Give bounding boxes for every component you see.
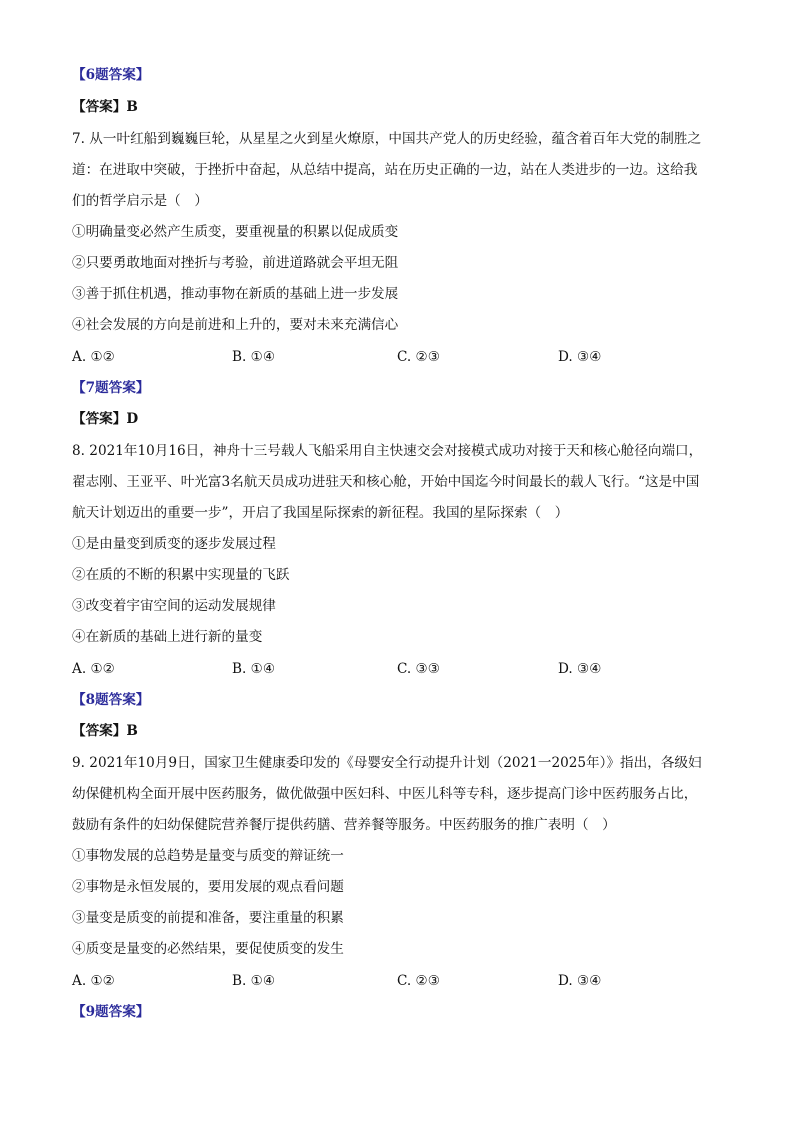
question-9-line-3: 鼓励有条件的妇幼保健院营养餐厅提供药膳、营养餐等服务。中医药服务的推广表明（ ） <box>72 817 616 833</box>
option-d: D. ③④ <box>558 349 602 365</box>
option-c: C. ②③ <box>397 973 440 989</box>
answer-6: 【答案】B <box>72 99 138 115</box>
question-8-statement-4: ④在新质的基础上进行新的量变 <box>72 629 263 645</box>
question-7-options <box>72 348 732 366</box>
question-8-statement-3: ③改变着宇宙空间的运动发展规律 <box>72 598 276 614</box>
answer-heading-9: 【9题答案】 <box>72 1004 150 1020</box>
question-7-statement-2: ②只要勇敢地面对挫折与考验，前进道路就会平坦无阻 <box>72 255 399 271</box>
option-b: B. ①④ <box>232 973 276 989</box>
option-b: B. ①④ <box>232 349 276 365</box>
answer-heading-7: 【7题答案】 <box>72 380 150 396</box>
question-9-statement-2: ②事物是永恒发展的，要用发展的观点看问题 <box>72 879 344 895</box>
answer-heading-6: 【6题答案】 <box>72 67 150 83</box>
question-7-statement-1: ①明确量变必然产生质变，要重视量的积累以促成质变 <box>72 224 399 240</box>
question-9-statement-3: ③量变是质变的前提和准备，要注重量的积累 <box>72 910 344 926</box>
answer-7: 【答案】D <box>72 411 139 427</box>
question-7-statement-4: ④社会发展的方向是前进和上升的，要对未来充满信心 <box>72 317 399 333</box>
question-8-line-2: 翟志刚、王亚平、叶光富3名航天员成功进驻天和核心舱，开始中国迄今时间最长的载人飞行。“这是中国 <box>72 474 700 490</box>
question-9-options <box>72 972 732 990</box>
option-b: B. ①④ <box>232 661 276 677</box>
option-a: A. ①② <box>72 349 115 365</box>
question-9-statement-1: ①事物发展的总趋势是量变与质变的辩证统一 <box>72 848 344 864</box>
question-7-statement-3: ③善于抓住机遇，推动事物在新质的基础上进一步发展 <box>72 286 399 302</box>
question-8-statement-1: ①是由量变到质变的逐步发展过程 <box>72 536 276 552</box>
question-7-line-1: 7. 从一叶红船到巍巍巨轮，从星星之火到星火燎原，中国共产党人的历史经验，蕴含着百年大党的制胜之 <box>72 131 702 147</box>
question-9-line-2: 幼保健机构全面开展中医药服务，做优做强中医妇科、中医儿科等专科，逐步提高门诊中医药服务占比， <box>72 786 698 802</box>
answer-heading-8: 【8题答案】 <box>72 692 150 708</box>
option-c: C. ③③ <box>397 661 440 677</box>
question-8-options <box>72 660 732 678</box>
answer-8: 【答案】B <box>72 723 138 739</box>
option-a: A. ①② <box>72 661 115 677</box>
option-d: D. ③④ <box>558 973 602 989</box>
question-8-line-3: 航天计划迈出的重要一步”，开启了我国星际探索的新征程。我国的星际探索（ ） <box>72 505 569 521</box>
option-a: A. ①② <box>72 973 115 989</box>
question-7-line-3: 们的哲学启示是（ ） <box>72 193 208 209</box>
question-8-line-1: 8. 2021年10月16日，神舟十三号载人飞船采用自主快速交会对接模式成功对接于天和核心舱径向端口， <box>72 443 703 459</box>
question-9-statement-4: ④质变是量变的必然结果，要促使质变的发生 <box>72 941 344 957</box>
question-9-line-1: 9. 2021年10月9日，国家卫生健康委印发的《母婴安全行动提升计划（2021一2025年）》指出，各级妇 <box>72 755 702 771</box>
question-8-statement-2: ②在质的不断的积累中实现量的飞跃 <box>72 567 290 583</box>
option-d: D. ③④ <box>558 661 602 677</box>
option-c: C. ②③ <box>397 349 440 365</box>
question-7-line-2: 道：在进取中突破，于挫折中奋起，从总结中提高，站在历史正确的一边，站在人类进步的一边。这给我 <box>72 162 698 178</box>
